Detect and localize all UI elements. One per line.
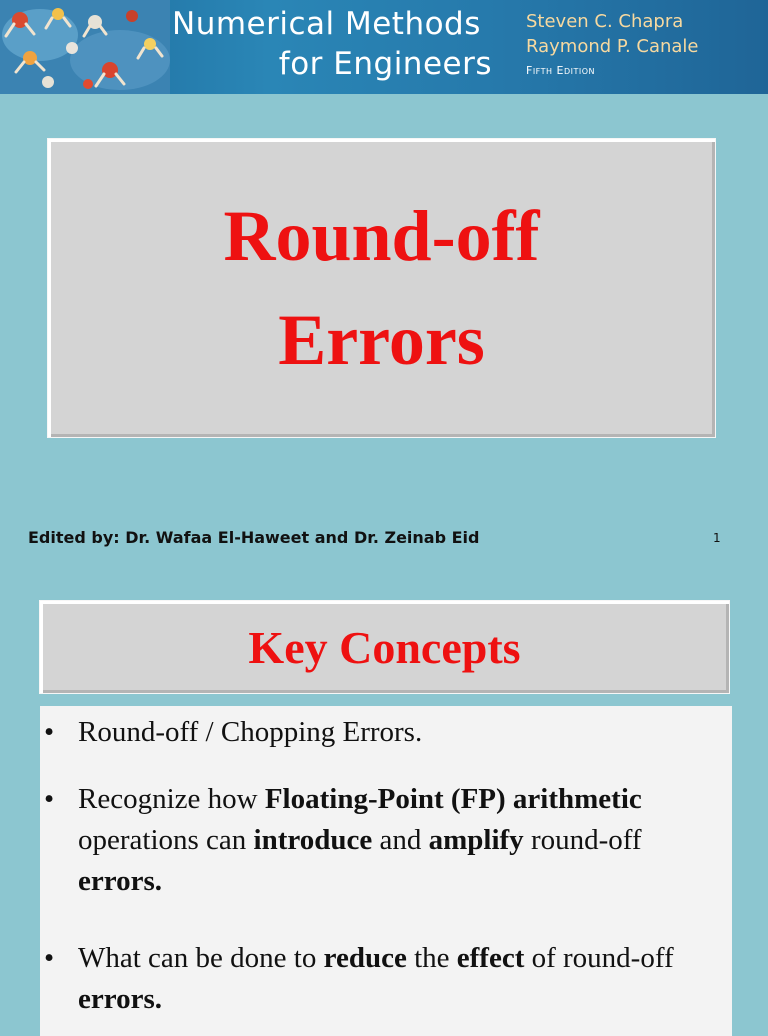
- bullet-bold-text: amplify: [428, 824, 524, 856]
- bullet-dot-icon: •: [44, 716, 55, 748]
- bullet-plain-text: the: [406, 942, 457, 974]
- bullet-bold-text: Floating-Point (FP) arithmetic: [264, 783, 642, 815]
- key-concepts-list: [40, 706, 732, 1036]
- bullet-plain-text: of round-off: [524, 942, 674, 974]
- bullet-plain-text: Round-off / Chopping Errors.: [78, 716, 423, 748]
- bullet-text: [78, 783, 642, 897]
- bullet-text: [78, 942, 674, 1015]
- bullet-plain-text: What can be done to: [78, 942, 324, 974]
- bullet-dot-icon: •: [44, 942, 55, 974]
- author-2: Raymond P. Canale: [526, 36, 699, 57]
- bullet-bold-text: reduce: [323, 942, 407, 974]
- bullet-item: [40, 779, 732, 902]
- page-number: 1: [713, 531, 721, 545]
- key-concepts-title: Key Concepts: [248, 621, 521, 673]
- bullet-bold-text: errors.: [78, 865, 162, 897]
- slide-title-line-2: Errors: [278, 300, 485, 380]
- book-title-line-1: Numerical Methods: [172, 6, 481, 42]
- author-1: Steven C. Chapra: [526, 11, 684, 32]
- edition-label: Fifth Edition: [526, 64, 596, 77]
- slide-title-line-1: Round-off: [223, 196, 540, 276]
- bullet-bold-text: effect: [456, 942, 525, 974]
- bullet-bold-text: introduce: [253, 824, 373, 856]
- key-concepts-header: [39, 600, 730, 694]
- bullet-item: [40, 938, 732, 1020]
- book-authors: [526, 9, 699, 83]
- bullet-plain-text: and: [372, 824, 429, 856]
- skydivers-image: [0, 0, 170, 94]
- bullet-bold-text: errors.: [78, 983, 162, 1015]
- bullet-plain-text: Recognize how: [78, 783, 265, 815]
- bullet-plain-text: operations can: [78, 824, 254, 856]
- slide-title-box: [47, 138, 716, 438]
- book-title: [172, 4, 502, 84]
- bullet-dot-icon: •: [44, 783, 55, 815]
- bullet-text: [78, 716, 422, 748]
- bullet-plain-text: round-off: [523, 824, 642, 856]
- book-title-line-2: for Engineers: [278, 46, 492, 82]
- editor-credit: Edited by: Dr. Wafaa El-Haweet and Dr. Zeinab Eid: [28, 528, 480, 547]
- bullet-item: [40, 712, 732, 753]
- book-banner: [0, 0, 768, 94]
